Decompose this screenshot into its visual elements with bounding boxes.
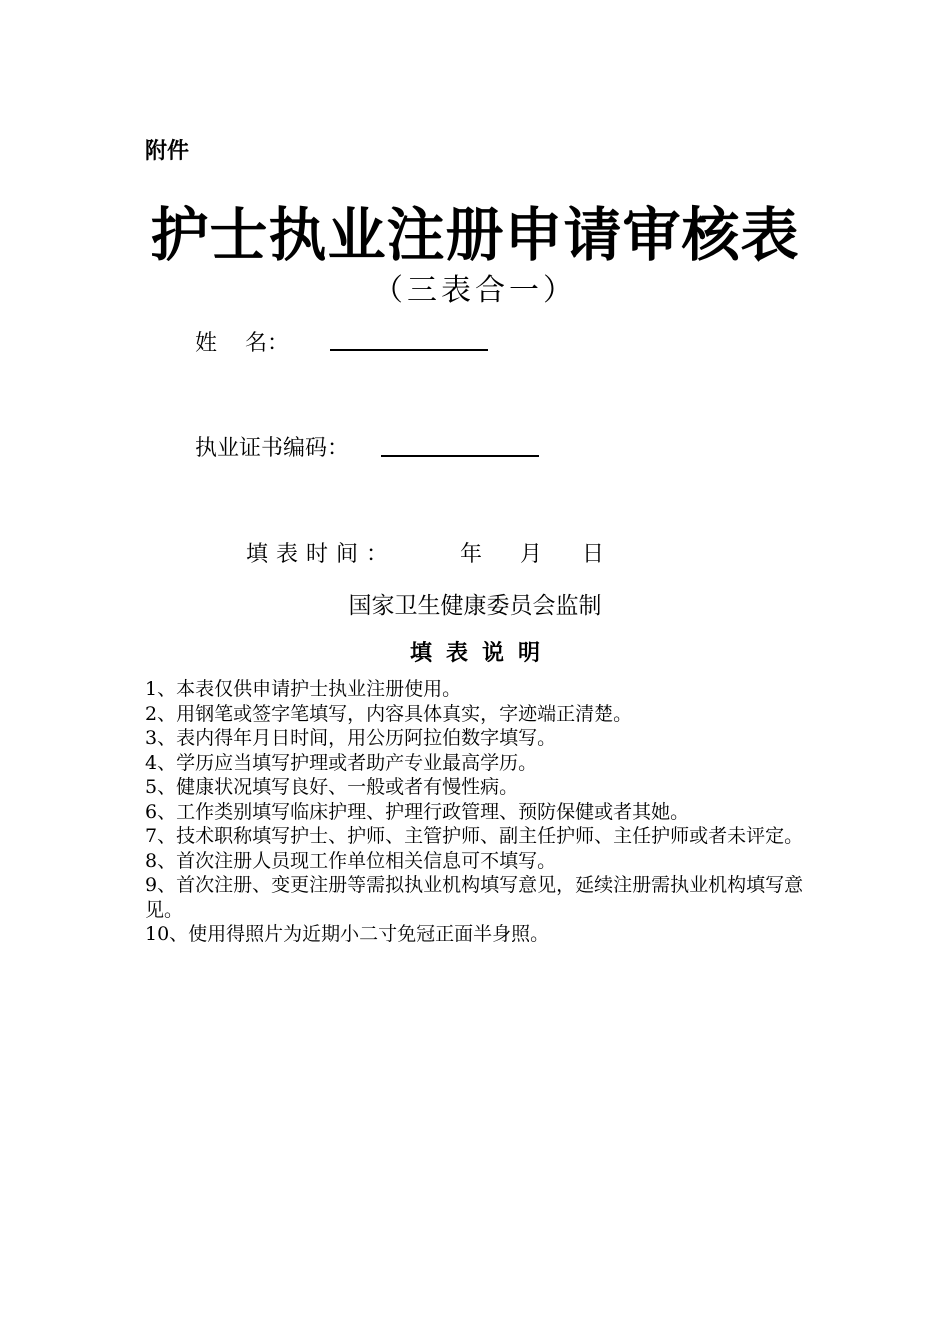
issuer-text: 国家卫生健康委员会监制 [348, 593, 602, 619]
name-field-label [195, 326, 289, 357]
instruction-item: 2、用钢笔或签字笔填写，内容具体真实，字迹端正清楚。 [145, 702, 633, 725]
name-label-text: 姓 名： [195, 331, 289, 356]
page-subtitle: （三表合一） [373, 273, 577, 308]
year-label: 年 [460, 542, 483, 567]
instruction-item: 1、本表仅供申请护士执业注册使用。 [145, 678, 462, 700]
instruction-item: 5、健康状况填写良好、一般或者有慢性病。 [145, 776, 519, 798]
instruction-item: 6、工作类别填写临床护理、护理行政管理、预防保健或者其她。 [145, 800, 690, 823]
month-label: 月 [520, 542, 543, 567]
certificate-number-field[interactable] [381, 455, 539, 457]
fill-time-label: 填表时间： [246, 542, 397, 567]
instruction-item: 4、学历应当填写护理或者助产专业最高学历。 [145, 751, 538, 774]
page-title: 护士执业注册申请审核表 [150, 201, 800, 269]
day-label: 日 [582, 542, 605, 567]
instruction-item: 3、表内得年月日时间，用公历阿拉伯数字填写。 [145, 727, 557, 749]
instruction-item: 7、技术职称填写护士、护师、主管护师、副主任护师、主任护师或者未评定。 [145, 825, 804, 847]
attachment-label: 附件 [145, 139, 190, 164]
name-field[interactable] [330, 349, 488, 351]
instruction-item: 10、使用得照片为近期小二寸免冠正面半身照。 [145, 923, 550, 945]
instructions-list [145, 677, 807, 947]
fill-time-row [246, 537, 604, 568]
instruction-item: 8、首次注册人员现工作单位相关信息可不填写。 [145, 849, 557, 872]
instructions-heading: 填表说明 [409, 641, 554, 666]
certificate-field-label: 执业证书编码： [195, 436, 350, 461]
instruction-item: 9、首次注册、变更注册等需拟执业机构填写意见，延续注册需执业机构填写意见。 [145, 874, 804, 921]
